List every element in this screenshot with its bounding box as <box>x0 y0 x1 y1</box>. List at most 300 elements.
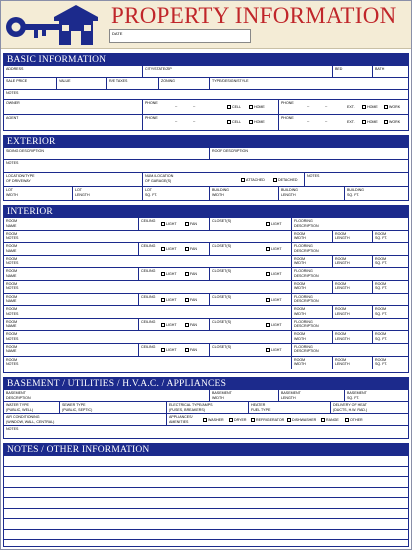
room-label: ROOM <box>6 219 18 223</box>
checkbox-icon <box>251 418 255 422</box>
room-length-field[interactable] <box>332 331 350 343</box>
closets-label: CLOSET(S) <box>212 294 232 299</box>
lot-length-label-2: LENGTH <box>75 192 90 197</box>
checkbox-icon <box>249 120 253 124</box>
owner-row <box>4 100 408 115</box>
room-label: ROOM <box>294 231 306 236</box>
closet-light-checkbox[interactable]: LIGHT <box>266 323 282 327</box>
closet-light-checkbox[interactable]: LIGHT <box>266 298 282 302</box>
basement-sqft-label-2: SQ. FT. <box>347 395 360 400</box>
checkbox-icon <box>229 418 233 422</box>
closets-label: CLOSET(S) <box>212 269 232 274</box>
room-label: ROOM <box>6 231 18 236</box>
appliances-label-1: APPLIANCES/ <box>169 415 193 419</box>
room-sqft-field[interactable] <box>372 231 388 243</box>
fan-checkbox[interactable]: FAN <box>185 247 197 251</box>
ac-label-1: AIR CONDITIONING <box>6 415 40 419</box>
owner-work-checkbox[interactable]: WORK <box>384 105 400 109</box>
room-length-label: LENGTH <box>335 362 350 367</box>
electrical-label-2: (FUSES, BREAKERS) <box>169 407 205 412</box>
checkbox-icon <box>161 272 165 276</box>
basement-section <box>3 377 409 439</box>
room-width-field[interactable] <box>291 306 306 318</box>
closet-light-checkbox[interactable]: LIGHT <box>266 247 282 251</box>
light-checkbox[interactable]: LIGHT <box>161 222 177 226</box>
address-label: ADDRESS <box>6 67 24 71</box>
value-field[interactable] <box>56 78 71 89</box>
room-notes-row <box>4 231 408 244</box>
basement-length-field[interactable] <box>278 390 301 401</box>
fan-checkbox[interactable]: FAN <box>185 222 197 226</box>
room-width-field[interactable] <box>291 357 306 370</box>
room-name-label: NAME <box>6 248 17 253</box>
room-sqft-label: SQ. FT. <box>375 286 388 291</box>
checkbox-icon <box>161 222 165 226</box>
key-house-logo-icon <box>4 5 104 47</box>
room-list <box>4 218 408 369</box>
delivery-label-1: DELIVERY OF HEAT <box>333 403 367 407</box>
building-length-field[interactable] <box>278 187 298 201</box>
room-name-label: NAME <box>6 223 17 228</box>
closets-label: CLOSET(S) <box>212 219 232 223</box>
room-width-label: WIDTH <box>294 311 306 316</box>
price-row <box>4 78 408 90</box>
basic-information-section <box>3 53 409 131</box>
dishwasher-checkbox[interactable]: DISHWASHER <box>287 418 316 422</box>
flooring-field[interactable] <box>291 319 319 331</box>
room-label: ROOM <box>6 332 18 337</box>
refrigerator-checkbox[interactable]: REFRIGERATOR <box>251 418 284 422</box>
lot-sqft-field[interactable] <box>142 187 158 201</box>
room-label: ROOM <box>6 357 18 362</box>
re-taxes-label: R/E TAXES <box>109 79 128 83</box>
light-checkbox[interactable]: LIGHT <box>161 348 177 352</box>
fan-checkbox[interactable]: FAN <box>185 323 197 327</box>
checkbox-icon <box>161 348 165 352</box>
checkbox-icon <box>345 418 349 422</box>
flooring-description-label: DESCRIPTION <box>294 324 319 329</box>
room-label: ROOM <box>335 332 347 337</box>
appliances-label-2: AMENITIES <box>169 419 189 424</box>
room-label: ROOM <box>6 294 18 299</box>
flooring-label: FLOORING <box>294 269 313 274</box>
zoning-field[interactable] <box>158 78 175 89</box>
siding-row <box>4 148 408 160</box>
checkbox-icon <box>273 178 277 182</box>
closets-label: CLOSET(S) <box>212 344 232 349</box>
basement-width-field[interactable] <box>209 390 232 401</box>
checkbox-icon <box>185 298 189 302</box>
building-sqft-field[interactable] <box>344 187 364 201</box>
room-length-field[interactable] <box>332 306 350 318</box>
value-label: VALUE <box>59 79 71 83</box>
room-name-row <box>4 218 408 231</box>
room-label: ROOM <box>335 307 347 312</box>
appliances-row <box>4 414 408 426</box>
room-label: ROOM <box>375 256 387 261</box>
agent-work-checkbox[interactable]: WORK <box>384 120 400 124</box>
room-width-field[interactable] <box>291 281 306 293</box>
agent-phone-label: PHONE <box>145 116 158 120</box>
room-length-label: LENGTH <box>335 336 350 341</box>
lot-width-label-2: WIDTH <box>6 192 18 197</box>
section-title-exterior: EXTERIOR <box>4 136 408 148</box>
room-notes-row <box>4 281 408 294</box>
driveway-label-2: OF DRIVEWAY <box>6 178 31 183</box>
delivery-of-heat-field[interactable] <box>330 402 368 413</box>
room-notes-row <box>4 357 408 370</box>
room-label: ROOM <box>294 281 306 286</box>
light-checkbox[interactable]: LIGHT <box>161 272 177 276</box>
header <box>1 1 411 49</box>
room-label: ROOM <box>6 256 18 261</box>
room-sqft-field[interactable] <box>372 281 388 293</box>
section-title-basic: BASIC INFORMATION <box>4 54 408 66</box>
interior-section <box>3 205 409 373</box>
washer-checkbox[interactable]: WASHER <box>203 418 224 422</box>
room-length-field[interactable] <box>332 231 350 243</box>
checkbox-icon <box>321 418 325 422</box>
owner-cell-checkbox[interactable]: CELL <box>227 105 241 109</box>
ceiling-field <box>138 319 197 331</box>
lot-width-label-1: LOT <box>6 188 13 192</box>
lot-sqft-label-2: SQ. FT. <box>145 192 158 197</box>
checkbox-icon <box>362 120 366 124</box>
checkbox-icon <box>266 222 270 226</box>
sewer-type-label-2: (PUBLIC, SEPTIC) <box>62 407 93 412</box>
type-label: TYPE/DESIGN/STYLE <box>212 79 249 83</box>
checkbox-icon <box>362 105 366 109</box>
room-sqft-field[interactable] <box>372 331 388 343</box>
garage-label-2: OF GARAGE(S) <box>145 178 172 183</box>
note-line[interactable] <box>4 488 408 499</box>
room-width-label: WIDTH <box>294 236 306 241</box>
room-label: ROOM <box>335 357 347 362</box>
room-name-label: NAME <box>6 324 17 329</box>
re-taxes-field[interactable] <box>106 78 128 89</box>
exterior-notes2-field[interactable] <box>304 173 320 186</box>
room-name-row <box>4 243 408 256</box>
water-type-label-2: (PUBLIC, WELL) <box>6 407 34 412</box>
closets-field[interactable] <box>209 243 282 255</box>
bath-label: BATH <box>375 67 385 71</box>
agent-row <box>4 115 408 130</box>
closets-label: CLOSET(S) <box>212 319 232 324</box>
owner-label: OWNER <box>6 101 20 105</box>
room-label: ROOM <box>6 281 18 286</box>
checkbox-icon <box>161 247 165 251</box>
owner-phone2-field[interactable]: PHONE – – EXT. HOME WORK <box>278 100 279 114</box>
checkbox-icon <box>384 105 388 109</box>
room-width-field[interactable] <box>291 331 306 343</box>
flooring-field[interactable] <box>291 218 319 230</box>
room-sqft-field[interactable] <box>372 357 388 370</box>
closet-light-checkbox[interactable]: LIGHT <box>266 222 282 226</box>
room-length-label: LENGTH <box>335 261 350 266</box>
ceiling-label: CEILING <box>141 344 156 349</box>
basement-sqft-field[interactable] <box>344 390 367 401</box>
room-width-label: WIDTH <box>294 362 306 367</box>
date-label: DATE <box>112 31 123 36</box>
room-notes-row <box>4 331 408 344</box>
ceiling-field <box>138 294 197 306</box>
note-line[interactable] <box>4 467 408 478</box>
owner-home-checkbox[interactable]: HOME <box>249 105 265 109</box>
closets-label: CLOSET(S) <box>212 244 232 249</box>
ceiling-label: CEILING <box>141 244 156 249</box>
room-label: ROOM <box>294 307 306 312</box>
room-sqft-label: SQ. FT. <box>375 261 388 266</box>
flooring-label: FLOORING <box>294 344 313 349</box>
room-label: ROOM <box>6 319 18 324</box>
note-line[interactable] <box>4 530 408 541</box>
checkbox-icon <box>241 178 245 182</box>
room-notes-label: NOTES <box>6 236 19 241</box>
owner-phone2-label: PHONE <box>281 101 294 105</box>
room-name-label: NAME <box>6 273 17 278</box>
checkbox-icon <box>384 120 388 124</box>
section-title-notes: NOTES / OTHER INFORMATION <box>4 444 408 456</box>
ceiling-field <box>138 243 197 255</box>
electrical-field[interactable] <box>166 402 213 413</box>
closet-light-checkbox[interactable]: LIGHT <box>266 272 282 276</box>
owner-phone-label: PHONE <box>145 101 158 105</box>
fan-checkbox[interactable]: FAN <box>185 272 197 276</box>
zoning-label: ZONING <box>161 79 175 83</box>
checkbox-icon <box>227 105 231 109</box>
light-checkbox[interactable]: LIGHT <box>161 323 177 327</box>
exterior-notes-row[interactable] <box>4 160 408 173</box>
room-width-label: WIDTH <box>294 336 306 341</box>
attached-checkbox[interactable]: ATTACHED <box>241 178 265 182</box>
room-label: ROOM <box>375 231 387 236</box>
note-line[interactable] <box>4 519 408 530</box>
lot-length-field[interactable] <box>72 187 90 201</box>
flooring-label: FLOORING <box>294 294 313 299</box>
owner-home2-checkbox[interactable]: HOME <box>362 105 378 109</box>
date-field[interactable] <box>109 29 251 43</box>
room-width-field[interactable] <box>291 231 306 243</box>
room-notes-label: NOTES <box>6 311 19 316</box>
city-field[interactable] <box>142 66 172 77</box>
notes-lines[interactable] <box>4 456 408 540</box>
closets-field[interactable] <box>209 268 282 280</box>
room-name-row <box>4 294 408 307</box>
room-length-label: LENGTH <box>335 311 350 316</box>
utilities-row <box>4 402 408 414</box>
agent-home2-checkbox[interactable]: HOME <box>362 120 378 124</box>
room-notes-row <box>4 306 408 319</box>
ceiling-label: CEILING <box>141 319 156 324</box>
room-label: ROOM <box>6 269 18 274</box>
checkbox-icon <box>185 348 189 352</box>
flooring-label: FLOORING <box>294 319 313 324</box>
detached-checkbox[interactable]: DETACHED <box>273 178 298 182</box>
closets-field[interactable] <box>209 294 282 306</box>
checkbox-icon <box>185 222 189 226</box>
bed-field[interactable] <box>332 66 343 77</box>
room-label: ROOM <box>294 256 306 261</box>
room-notes-label: NOTES <box>6 336 19 341</box>
basement-width-label-2: WIDTH <box>212 395 224 400</box>
room-width-label: WIDTH <box>294 261 306 266</box>
agent-cell-checkbox[interactable]: CELL <box>227 120 241 124</box>
light-checkbox[interactable]: LIGHT <box>161 298 177 302</box>
room-length-label: LENGTH <box>335 236 350 241</box>
basement-row <box>4 390 408 402</box>
sewer-type-label-1: SEWER TYPE <box>62 403 86 407</box>
checkbox-icon <box>227 120 231 124</box>
exterior-notes2-label: NOTES <box>307 174 320 178</box>
electrical-label-1: ELECTRICAL TYPE/AMPS <box>169 403 213 407</box>
flooring-description-label: DESCRIPTION <box>294 273 319 278</box>
building-width-label-1: BUILDING <box>212 188 229 192</box>
exterior-notes-label: NOTES <box>6 161 19 165</box>
other-checkbox[interactable]: OTHER <box>345 418 363 422</box>
bath-field[interactable] <box>372 66 385 77</box>
basement-length-label-2: LENGTH <box>281 395 296 400</box>
note-line[interactable] <box>4 509 408 520</box>
type-field[interactable] <box>209 78 249 89</box>
basement-sqft-label-1: BASEMENT <box>347 391 367 395</box>
room-sqft-field[interactable] <box>372 306 388 318</box>
room-label: ROOM <box>294 357 306 362</box>
flooring-field[interactable] <box>291 243 319 255</box>
room-sqft-label: SQ. FT. <box>375 236 388 241</box>
ceiling-label: CEILING <box>141 269 156 274</box>
garage-field[interactable] <box>142 173 298 186</box>
siding-label: SIDING DESCRIPTION <box>6 149 44 153</box>
room-notes-row <box>4 256 408 269</box>
agent-phone-field[interactable]: PHONE – – CELL HOME <box>142 115 143 130</box>
room-width-field[interactable] <box>291 256 306 268</box>
room-label: ROOM <box>6 307 18 312</box>
range-checkbox[interactable]: RANGE <box>321 418 339 422</box>
room-name-label: NAME <box>6 299 17 304</box>
note-line[interactable] <box>4 477 408 488</box>
lot-length-label-1: LOT <box>75 188 82 192</box>
room-label: ROOM <box>335 231 347 236</box>
checkbox-icon <box>249 105 253 109</box>
room-length-field[interactable] <box>332 357 350 370</box>
flooring-field[interactable] <box>291 294 319 306</box>
section-title-basement: BASEMENT / UTILITIES / H.V.A.C. / APPLIANCES <box>4 378 408 390</box>
flooring-description-label: DESCRIPTION <box>294 248 319 253</box>
roof-field[interactable] <box>209 148 248 159</box>
room-name-row <box>4 319 408 332</box>
room-label: ROOM <box>335 281 347 286</box>
note-line[interactable] <box>4 498 408 509</box>
flooring-label: FLOORING <box>294 219 313 223</box>
building-length-label-2: LENGTH <box>281 192 296 197</box>
fan-checkbox[interactable]: FAN <box>185 348 197 352</box>
building-width-field[interactable] <box>209 187 229 201</box>
basement-notes-row[interactable] <box>4 426 408 436</box>
agent-ext-label: EXT. <box>347 120 355 124</box>
closets-field[interactable] <box>209 319 282 331</box>
checkbox-icon <box>266 247 270 251</box>
flooring-description-label: DESCRIPTION <box>294 223 319 228</box>
lot-row <box>4 187 408 201</box>
building-length-label-1: BUILDING <box>281 188 298 192</box>
notes-other-section <box>3 443 409 547</box>
room-sqft-label: SQ. FT. <box>375 336 388 341</box>
agent-home-checkbox[interactable]: HOME <box>249 120 265 124</box>
sale-price-label: SALE PRICE <box>6 79 28 83</box>
closet-light-checkbox[interactable]: LIGHT <box>266 348 282 352</box>
checkbox-icon <box>185 247 189 251</box>
agent-phone2-field[interactable]: PHONE – – EXT. HOME WORK <box>278 115 279 130</box>
room-length-field[interactable] <box>332 281 350 293</box>
exterior-section <box>3 135 409 201</box>
basement-width-label-1: BASEMENT <box>212 391 232 395</box>
room-label: ROOM <box>294 332 306 337</box>
basic-notes-row[interactable] <box>4 90 408 100</box>
notes-label: NOTES <box>6 91 19 95</box>
owner-phone-field[interactable]: PHONE – – CELL HOME <box>142 100 143 114</box>
flooring-description-label: DESCRIPTION <box>294 299 319 304</box>
roof-label: ROOF DESCRIPTION <box>212 149 248 153</box>
sewer-type-field[interactable] <box>59 402 93 413</box>
bed-label: BED <box>335 67 343 71</box>
room-label: ROOM <box>375 281 387 286</box>
agent-phone2-label: PHONE <box>281 116 294 120</box>
closets-field[interactable] <box>209 218 282 230</box>
ceiling-field <box>138 268 197 280</box>
delivery-label-2: (DUCTS, H.W. RAD.) <box>333 407 368 412</box>
checkbox-icon <box>287 418 291 422</box>
room-label: ROOM <box>375 357 387 362</box>
room-sqft-field[interactable] <box>372 256 388 268</box>
ceiling-field <box>138 218 197 230</box>
checkbox-icon <box>266 323 270 327</box>
driveway-label-1: LOCATION/TYPE <box>6 174 35 178</box>
checkbox-icon <box>161 323 165 327</box>
light-checkbox[interactable]: LIGHT <box>161 247 177 251</box>
appliances-field <box>166 414 363 425</box>
flooring-field[interactable] <box>291 344 319 356</box>
water-type-label-1: WATER TYPE <box>6 403 29 407</box>
basement-description-label-2: DESCRIPTION <box>6 395 31 400</box>
garage-label-1: NUM./LOCATION <box>145 174 174 178</box>
room-label: ROOM <box>6 344 18 349</box>
room-length-field[interactable] <box>332 256 350 268</box>
room-length-label: LENGTH <box>335 286 350 291</box>
note-line[interactable] <box>4 456 408 467</box>
flooring-field[interactable] <box>291 268 319 280</box>
room-label: ROOM <box>375 307 387 312</box>
checkbox-icon <box>203 418 207 422</box>
room-sqft-label: SQ. FT. <box>375 311 388 316</box>
basement-notes-label: NOTES <box>6 427 19 431</box>
room-name-row <box>4 268 408 281</box>
heater-field[interactable] <box>248 402 271 413</box>
room-notes-label: NOTES <box>6 261 19 266</box>
owner-ext-label: EXT. <box>347 105 355 109</box>
room-notes-label: NOTES <box>6 286 19 291</box>
flooring-description-label: DESCRIPTION <box>294 349 319 354</box>
fan-checkbox[interactable]: FAN <box>185 298 197 302</box>
building-width-label-2: WIDTH <box>212 192 224 197</box>
room-label: ROOM <box>335 256 347 261</box>
agent-label: AGENT <box>6 116 19 120</box>
dryer-checkbox[interactable]: DRYER <box>229 418 247 422</box>
checkbox-icon <box>185 272 189 276</box>
closets-field[interactable] <box>209 344 282 356</box>
room-label: ROOM <box>375 332 387 337</box>
ceiling-label: CEILING <box>141 294 156 299</box>
room-sqft-label: SQ. FT. <box>375 362 388 367</box>
